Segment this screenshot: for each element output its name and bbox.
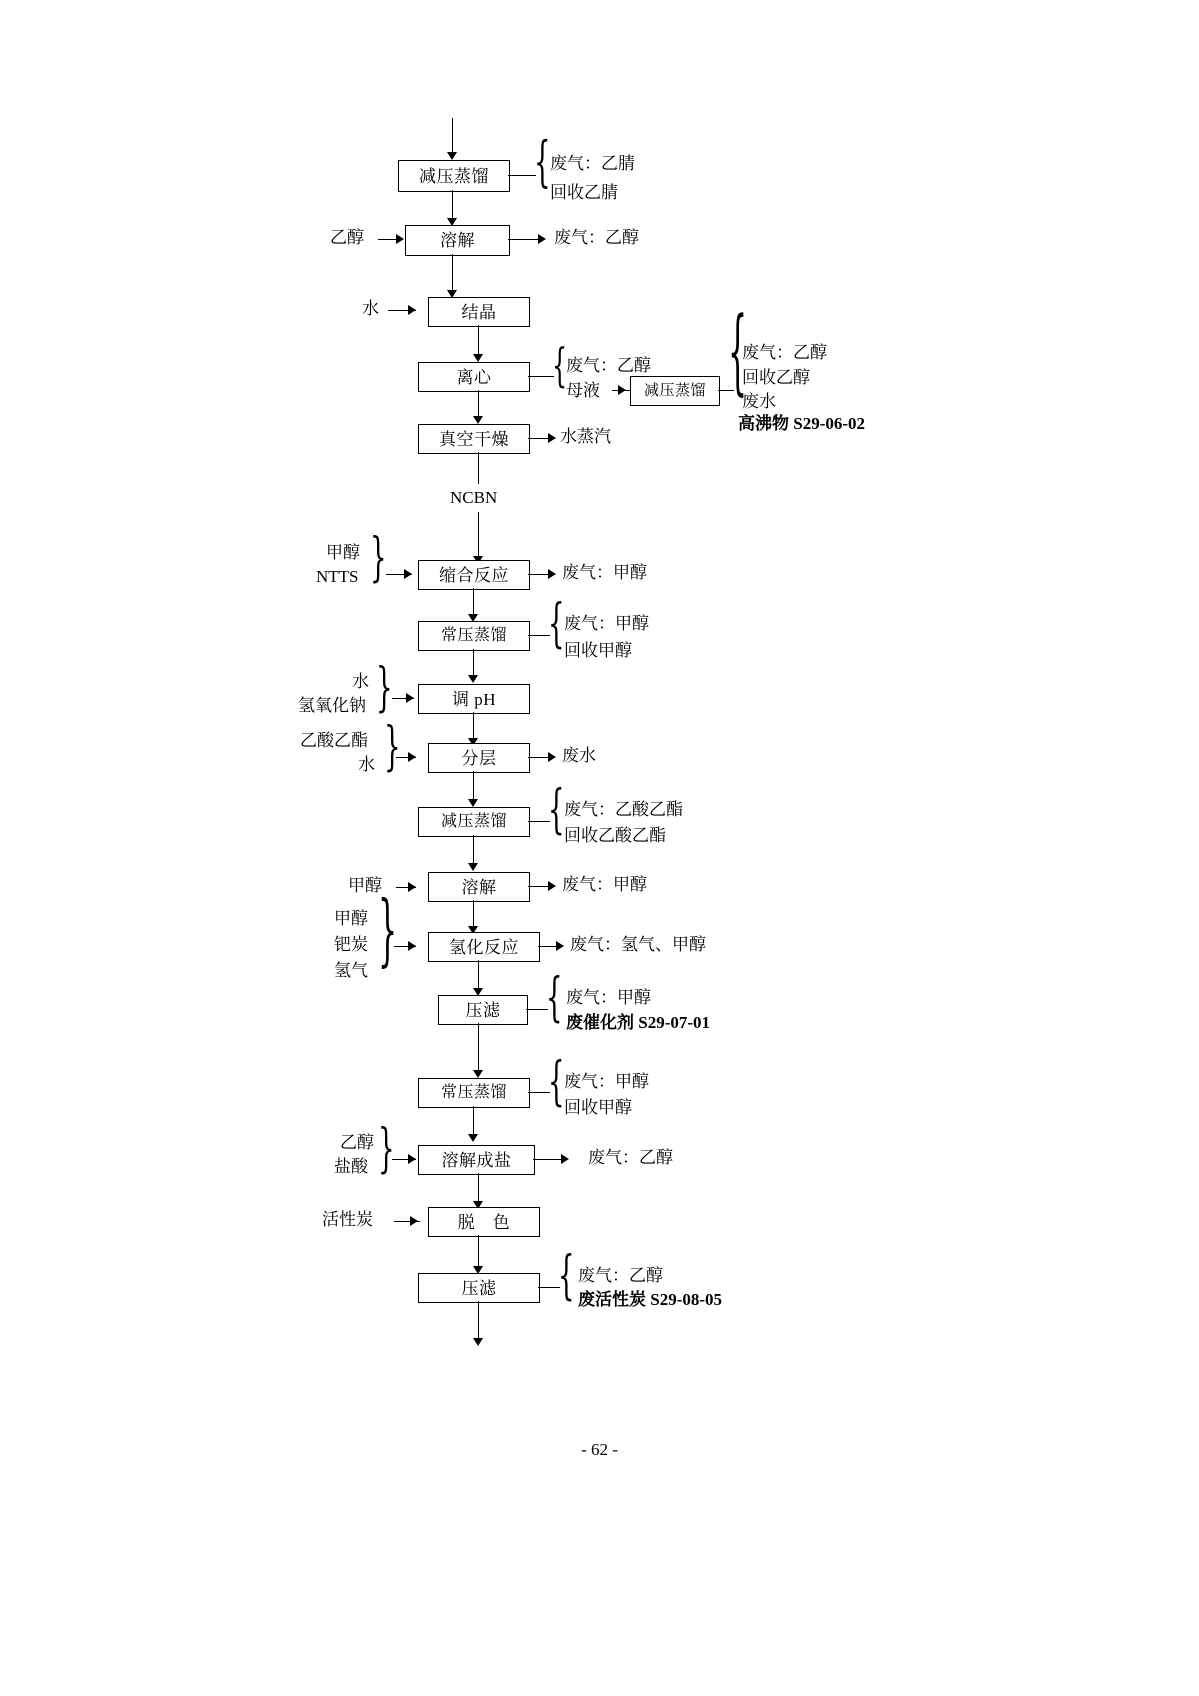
- arrow-head: [561, 1154, 569, 1164]
- arrow-head: [408, 882, 416, 892]
- process-node-vacuum-distillation-3[interactable]: [418, 807, 530, 837]
- brace-icon: {: [534, 131, 551, 195]
- input-label: 甲醇: [326, 543, 360, 562]
- connector: [478, 1023, 479, 1075]
- output-label: 废气：甲醇: [564, 1072, 649, 1091]
- process-node-decolorization[interactable]: [428, 1207, 540, 1237]
- brace-icon: }: [376, 659, 393, 719]
- output-label: 废气：乙醇: [578, 1266, 663, 1285]
- connector: [478, 452, 479, 484]
- process-node-vacuum-distillation-1[interactable]: [398, 160, 510, 192]
- arrow-head: [548, 433, 556, 443]
- input-label: 水: [362, 299, 379, 318]
- arrow-head: [548, 881, 556, 891]
- arrow-head: [473, 354, 483, 362]
- input-label: 活性炭: [322, 1210, 373, 1229]
- input-label: 氢气: [334, 961, 368, 980]
- node-label: 减压蒸馏: [643, 382, 706, 399]
- arrow-head: [468, 1134, 478, 1142]
- node-label: 常压蒸馏: [440, 627, 507, 644]
- waste-output-label: 废催化剂 S29-07-01: [566, 1013, 711, 1032]
- arrow-head: [473, 1338, 483, 1346]
- connector: [528, 821, 550, 822]
- process-node-layer-separation[interactable]: [428, 743, 530, 773]
- arrow-head: [473, 1070, 483, 1078]
- arrow-head: [408, 1154, 416, 1164]
- input-label: 水: [358, 755, 375, 774]
- node-label: 调 pH: [451, 689, 497, 709]
- arrow-head: [548, 569, 556, 579]
- output-label: 回收乙腈: [550, 183, 618, 202]
- node-label: 溶解成盐: [441, 1150, 512, 1170]
- process-node-vacuum-drying[interactable]: [418, 424, 530, 454]
- intermediate-label: NCBN: [450, 488, 498, 507]
- arrow-head: [408, 752, 416, 762]
- output-label: 废气：乙腈: [550, 154, 635, 173]
- brace-icon: }: [384, 718, 401, 778]
- input-label: 盐酸: [334, 1157, 368, 1176]
- input-label: 乙醇: [340, 1133, 374, 1152]
- arrow-head: [406, 693, 414, 703]
- brace-icon: }: [370, 529, 387, 589]
- output-label: 废气：甲醇: [562, 563, 647, 582]
- process-node-filter-press-2[interactable]: [418, 1273, 540, 1303]
- output-label: 回收甲醇: [564, 1098, 632, 1117]
- arrow-head: [410, 1216, 418, 1226]
- node-label: 常压蒸馏: [440, 1084, 507, 1101]
- process-node-vacuum-distillation-2[interactable]: [630, 376, 720, 406]
- node-label: 离心: [456, 367, 492, 387]
- brace-icon: {: [548, 781, 565, 841]
- output-label: 水蒸汽: [560, 427, 611, 446]
- arrow-head: [404, 569, 412, 579]
- node-label: 氢化反应: [449, 937, 519, 957]
- process-node-hydrogenation-reaction[interactable]: [428, 932, 540, 962]
- arrow-head: [396, 234, 404, 244]
- node-label: 结晶: [461, 302, 497, 322]
- process-node-dissolve-2[interactable]: [428, 872, 530, 902]
- process-node-atmospheric-distillation-2[interactable]: [418, 1078, 530, 1108]
- output-label: 回收乙酸乙酯: [564, 826, 666, 845]
- output-label: 废气：乙醇: [554, 228, 639, 247]
- connector: [528, 376, 554, 377]
- process-node-condensation-reaction[interactable]: [418, 560, 530, 590]
- input-label: 水: [352, 672, 369, 691]
- node-label: 真空干燥: [439, 429, 509, 449]
- process-node-centrifuge[interactable]: [418, 362, 530, 392]
- arrow-head: [468, 799, 478, 807]
- arrow-head: [447, 152, 457, 160]
- input-label: 甲醇: [334, 909, 368, 928]
- process-node-atmospheric-distillation-1[interactable]: [418, 621, 530, 651]
- connector: [538, 1287, 560, 1288]
- arrow-head: [548, 752, 556, 762]
- process-node-dissolve-1[interactable]: [405, 225, 510, 256]
- input-label: NTTS: [316, 567, 359, 586]
- connector: [478, 1301, 479, 1343]
- brace-icon: {: [552, 339, 568, 393]
- output-label: 废气：氢气、甲醇: [570, 935, 706, 954]
- arrow-head: [538, 234, 546, 244]
- arrow-head: [473, 416, 483, 424]
- brace-icon: }: [378, 1120, 395, 1180]
- process-node-ph-adjust[interactable]: [418, 684, 530, 714]
- input-label: 氢氧化钠: [298, 696, 366, 715]
- node-label: 分层: [461, 748, 497, 768]
- output-label: 废气：甲醇: [564, 614, 649, 633]
- output-label: 废水: [742, 392, 776, 411]
- brace-icon: {: [558, 1247, 575, 1307]
- waste-output-label: 废活性炭 S29-08-05: [578, 1290, 723, 1309]
- node-label: 减压蒸馏: [440, 813, 507, 830]
- node-label: 脱 色: [457, 1212, 511, 1232]
- input-label: 乙酸乙酯: [300, 731, 368, 750]
- process-node-filter-press-1[interactable]: [438, 995, 528, 1025]
- arrow-head: [556, 941, 564, 951]
- output-label: 废气：甲醇: [566, 988, 651, 1007]
- brace-icon: {: [548, 1053, 565, 1113]
- output-label: 母液: [566, 381, 600, 400]
- input-label: 乙醇: [330, 228, 364, 247]
- arrow-head: [468, 863, 478, 871]
- output-label: 回收甲醇: [564, 641, 632, 660]
- output-label: 废气：甲醇: [562, 875, 647, 894]
- brace-icon: {: [546, 969, 563, 1029]
- output-label: 废气：乙醇: [588, 1148, 673, 1167]
- input-label: 甲醇: [348, 876, 382, 895]
- node-label: 压滤: [465, 1000, 501, 1020]
- connector: [528, 1092, 550, 1093]
- output-label: 废气：乙醇: [566, 356, 651, 375]
- arrow-head: [408, 941, 416, 951]
- node-label: 缩合反应: [439, 565, 509, 585]
- connector: [452, 118, 453, 156]
- connector: [528, 635, 550, 636]
- process-node-dissolve-salt-formation[interactable]: [418, 1145, 535, 1175]
- process-node-crystallization[interactable]: [428, 297, 530, 327]
- output-label: 废气：乙醇: [742, 343, 827, 362]
- node-label: 溶解: [440, 231, 475, 250]
- waste-output-label: 高沸物 S29-06-02: [738, 414, 866, 433]
- output-label: 回收乙醇: [742, 368, 810, 387]
- brace-icon: }: [378, 886, 398, 978]
- node-label: 溶解: [461, 877, 497, 897]
- node-label: 减压蒸馏: [419, 166, 489, 186]
- brace-icon: {: [548, 595, 565, 655]
- output-label: 废水: [562, 746, 596, 765]
- arrow-head: [468, 675, 478, 683]
- node-label: 压滤: [461, 1278, 497, 1298]
- arrow-head: [408, 305, 416, 315]
- connector: [508, 175, 536, 176]
- brace-icon: {: [728, 299, 748, 408]
- arrow-head: [618, 385, 626, 395]
- connector: [478, 512, 479, 560]
- output-label: 废气：乙酸乙酯: [564, 800, 683, 819]
- connector: [526, 1009, 548, 1010]
- input-label: 钯炭: [334, 935, 368, 954]
- page-number: - 62 -: [581, 1440, 618, 1459]
